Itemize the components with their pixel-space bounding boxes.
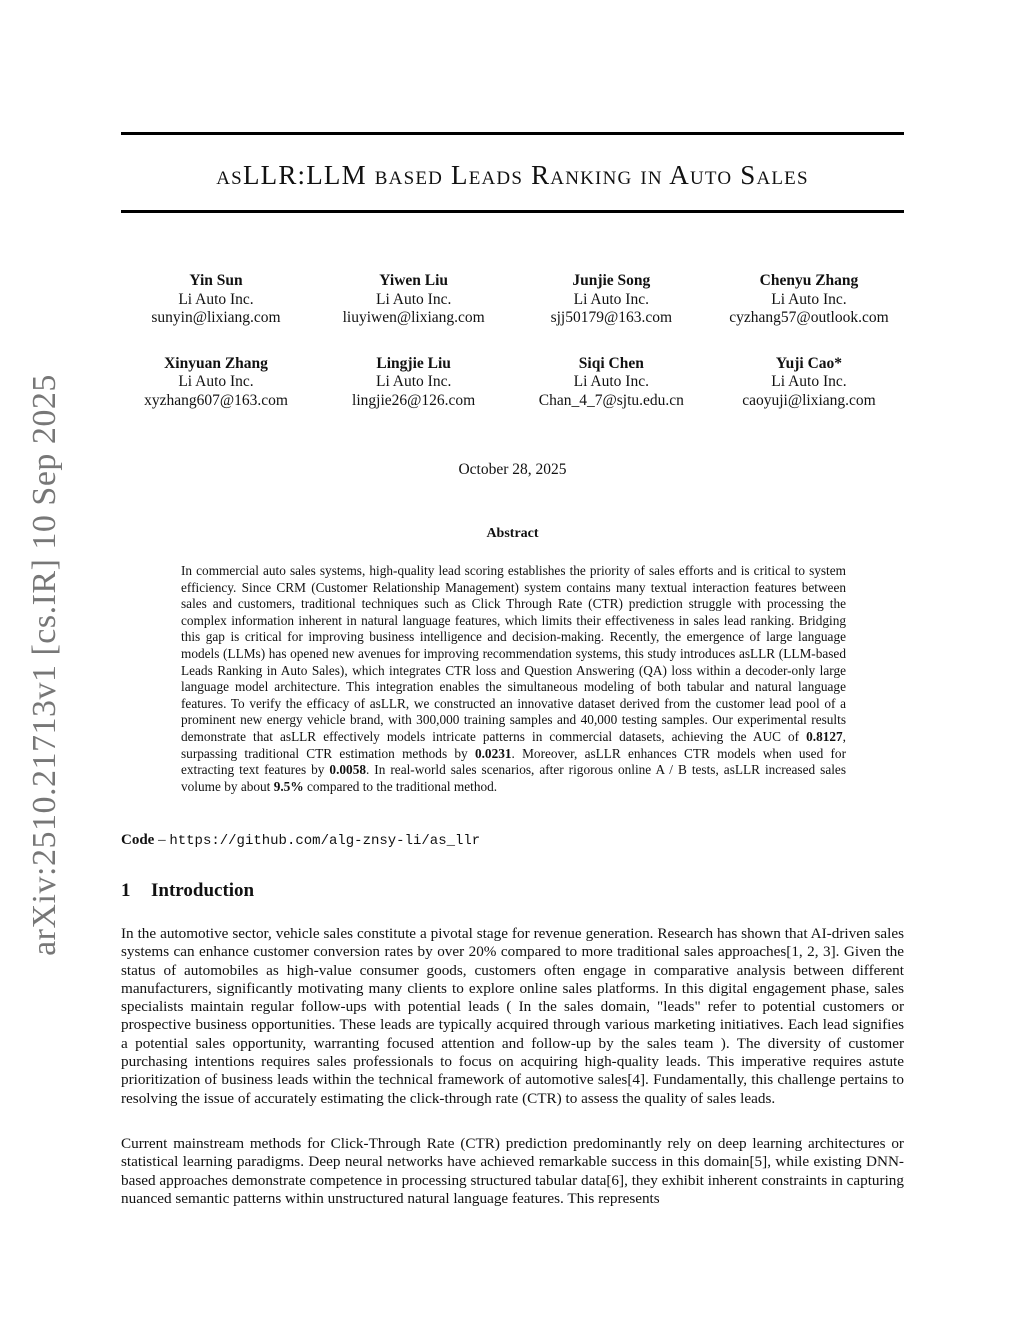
author-email[interactable]: caoyuji@lixiang.com bbox=[742, 391, 876, 409]
publication-date: October 28, 2025 bbox=[458, 461, 567, 478]
author bbox=[516, 355, 706, 411]
abstract-sales-gain: 9.5% bbox=[273, 778, 304, 794]
author-row bbox=[121, 272, 904, 328]
author bbox=[714, 272, 904, 328]
code-separator: – bbox=[154, 832, 170, 848]
author-name: Xinyuan Zhang bbox=[164, 354, 268, 372]
author-affiliation: Li Auto Inc. bbox=[375, 373, 452, 390]
section-title: Introduction bbox=[151, 880, 255, 901]
author bbox=[516, 272, 706, 328]
author-affiliation: Li Auto Inc. bbox=[771, 373, 847, 390]
abstract-heading: Abstract bbox=[486, 526, 539, 541]
author-email[interactable]: Chan_4_7@sjtu.edu.cn bbox=[538, 391, 684, 409]
code-link[interactable]: https://github.com/alg-znsy-li/as_llr bbox=[169, 833, 481, 849]
section-heading bbox=[121, 880, 254, 902]
author-name: Chenyu Zhang bbox=[759, 272, 859, 289]
author-affiliation: Li Auto Inc. bbox=[573, 373, 649, 390]
author-email[interactable]: cyzhang57@outlook.com bbox=[729, 309, 889, 326]
abstract-segment: In commercial auto sales systems, high-quality lead scoring establishes the priority of sales efforts and is critical to system efficiency. Since CRM (Customer Relationship Management) system contains many textual interaction features between sales and customers, traditional techniques such as Click Through Rate (CTR) prediction struggle with processing the complex information inherent in natural language features, which limits their effectiveness in sales lead ranking. Bridging this gap is critical for improving business intelligence and decision-making. Recently, the emergence of large language models (LLMs) has opened new avenues for improving recommendation systems, this study introduces asLLR (LLM-based Leads Ranking in Auto Sales), which integrates CTR loss and Question Answering (QA) loss within a decoder-only large language model architecture. This integration enables the simultaneous modeling of both tabular and natural language features. To verify the efficacy of asLLR, we constructed an innovative dataset derived from the customer lead pool of a prominent new energy vehicle brand, with 300,000 training samples and 40,000 testing samples. Our experimental results demonstrate that asLLR effectively models intricate patterns in commercial datasets, achieving the AUC of bbox=[181, 563, 846, 744]
paper-title: asLLR:LLM based Leads Ranking in Auto Sales bbox=[216, 160, 809, 190]
author bbox=[319, 355, 509, 411]
arxiv-stamp-text: arXiv:2510.21713v1 [cs.IR] 10 Sep 2025 bbox=[26, 374, 63, 956]
code-label: Code bbox=[121, 832, 155, 848]
author bbox=[714, 355, 904, 411]
title-rule-top bbox=[121, 132, 904, 135]
author-affiliation: Li Auto Inc. bbox=[771, 290, 847, 308]
author-affiliation: Li Auto Inc. bbox=[573, 290, 649, 308]
body-paragraph: Current mainstream methods for Click-Through Rate (CTR) prediction predominantly rely on deep learning architectures or statistical learning paradigms. Deep neural networks have achieved remarkable success in this domain[5], while existing DNN-based approaches demonstrate competence in processing structured tabular data[6], they exhibit inherent constraints in capturing nuanced semantic patterns within unstructured natural language features. This represents bbox=[121, 1135, 904, 1207]
author bbox=[121, 355, 311, 411]
author bbox=[121, 272, 311, 328]
code-line bbox=[121, 832, 480, 849]
abstract-segment: . Moreover, asLLR enhances CTR models when used for extracting text features by bbox=[181, 745, 846, 778]
author-affiliation: Li Auto Inc. bbox=[178, 290, 254, 308]
abstract-text-gain: 0.0058 bbox=[329, 762, 366, 778]
author-email[interactable]: sjj50179@163.com bbox=[550, 309, 673, 326]
author-email[interactable]: xyzhang607@163.com bbox=[144, 391, 288, 409]
title-rule-bottom bbox=[121, 210, 904, 213]
abstract-segment: . In real-world sales scenarios, after rigorous online A / B tests, asLLR increased sales volume by about bbox=[181, 762, 846, 794]
abstract-text bbox=[181, 563, 846, 795]
arxiv-stamp bbox=[22, 374, 68, 956]
author-email[interactable]: lingjie26@126.com bbox=[352, 391, 476, 409]
author-name: Yiwen Liu bbox=[379, 272, 449, 289]
author-block bbox=[121, 272, 904, 437]
abstract-segment: , surpassing traditional CTR estimation methods by bbox=[181, 728, 846, 761]
abstract-auc-value: 0.8127 bbox=[806, 728, 843, 744]
author-name: Yuji Cao* bbox=[775, 354, 843, 372]
author-row bbox=[121, 355, 904, 411]
abstract-segment: compared to the traditional method. bbox=[303, 778, 498, 794]
author-email[interactable]: liuyiwen@lixiang.com bbox=[342, 309, 485, 326]
section-number: 1 bbox=[121, 880, 131, 901]
author-email[interactable]: sunyin@lixiang.com bbox=[151, 309, 281, 326]
body-paragraph: In the automotive sector, vehicle sales constitute a pivotal stage for revenue generation. Research has shown that AI-driven sales systems can enhance customer conversion rates by over 20% compared to more traditional sales approaches[1, 2, 3]. Given the status of automobiles as high-value consumer goods, customers often engage in comparative analysis between different manufacturers, significantly motivating many clients to explore online sales platforms. In this digital engagement phase, sales specialists maintain regular follow-ups with potential leads ( In the sales domain, "leads" refer to potential customers or prospective business opportunities. These leads are typically acquired through various marketing initiatives. Each lead signifies a potential sales opportunity, warranting focused attention and follow-up by the sales team ). The diversity of customer purchasing intentions requires sales professionals to focus on acquiring high-quality leads. This imperative requires astute prioritization of business leads within the technical framework of automotive sales[4]. Fundamentally, this challenge pertains to resolving the issue of accurately estimating the click-through rate (CTR) to assess the quality of sales leads. bbox=[121, 925, 904, 1107]
author bbox=[319, 272, 509, 328]
author-name: Lingjie Liu bbox=[376, 354, 451, 372]
author-name: Yin Sun bbox=[189, 272, 243, 289]
author-name: Junjie Song bbox=[572, 272, 651, 289]
author-affiliation: Li Auto Inc. bbox=[375, 290, 452, 308]
author-affiliation: Li Auto Inc. bbox=[178, 373, 254, 390]
author-name: Siqi Chen bbox=[578, 354, 644, 372]
abstract-ctr-gain: 0.0231 bbox=[474, 745, 512, 761]
